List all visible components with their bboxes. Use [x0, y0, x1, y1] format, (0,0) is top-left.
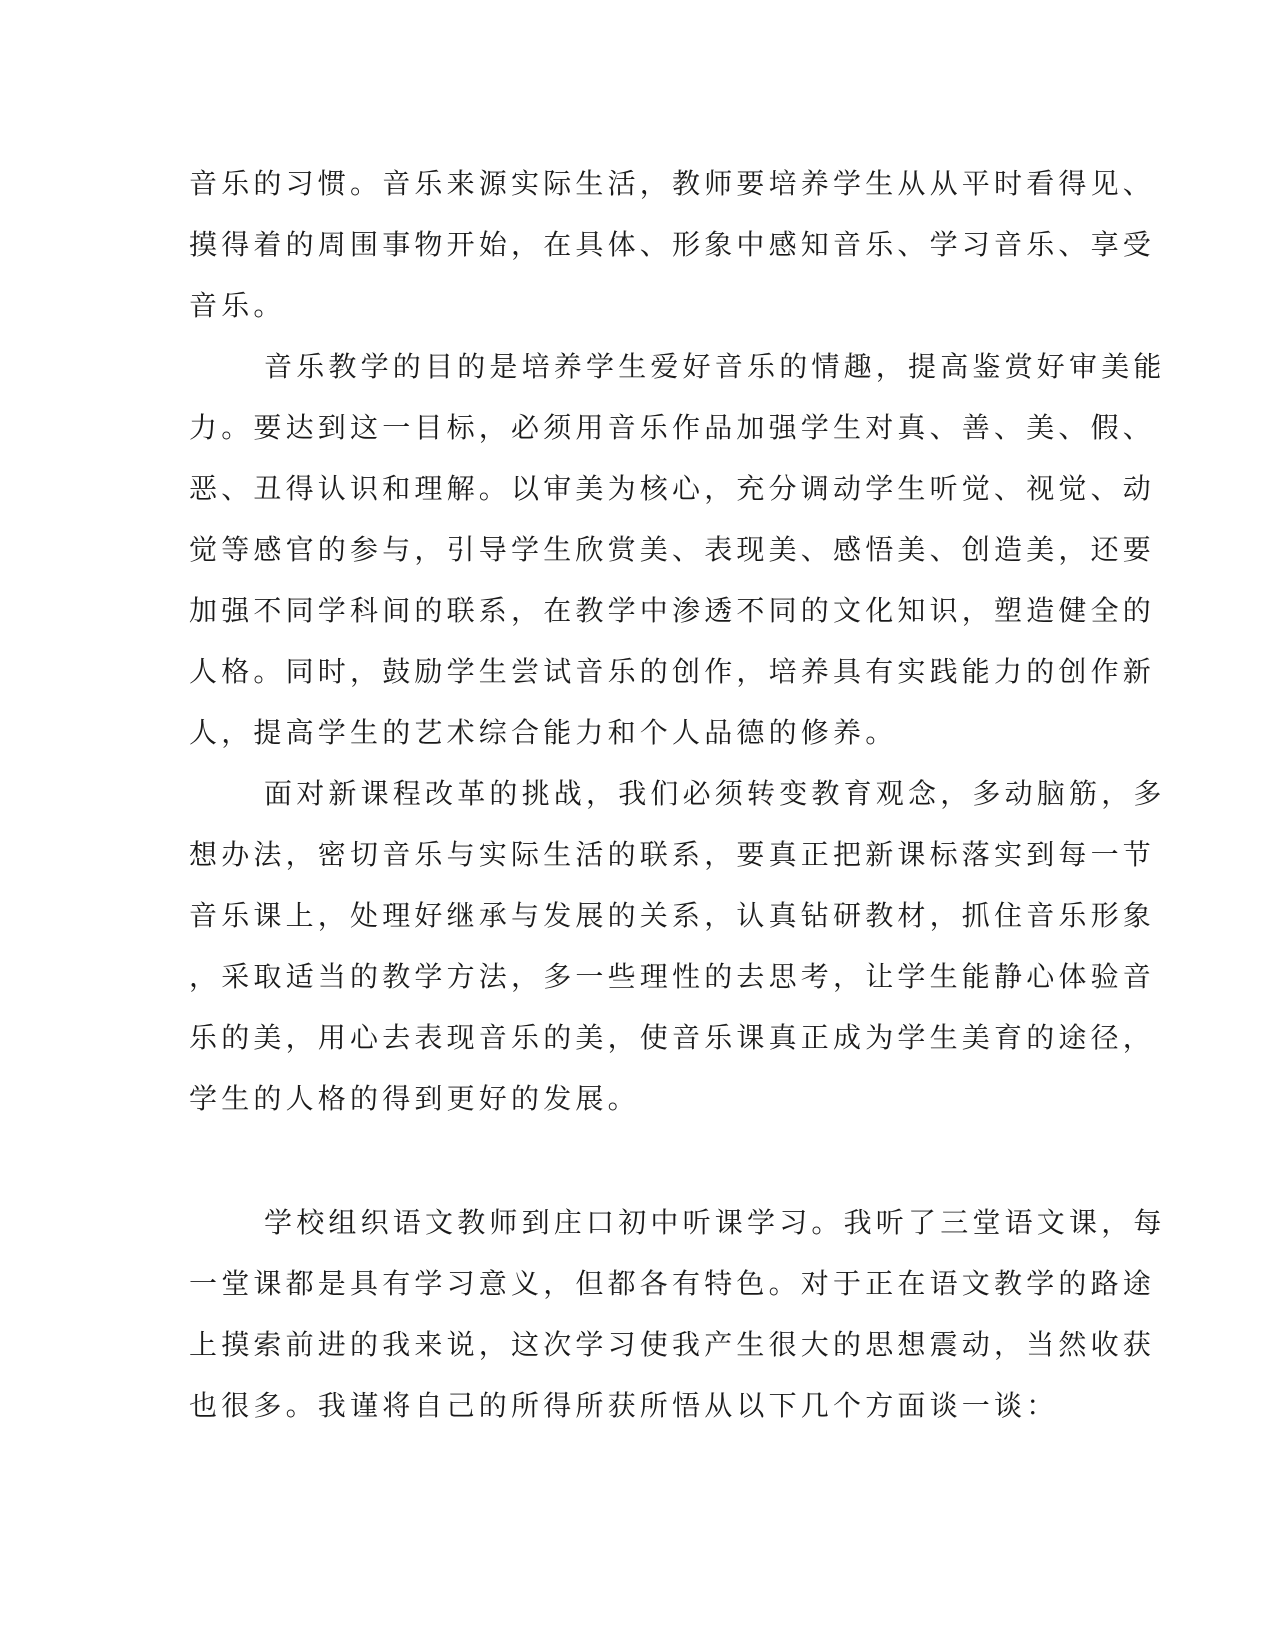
text-line: 音乐课上，处理好继承与发展的关系，认真钻研教材，抓住音乐形象 — [189, 899, 1156, 932]
text-line: 人格。同时，鼓励学生尝试音乐的创作，培养具有实践能力的创作新 — [189, 655, 1156, 688]
text-line: 学校组织语文教师到庄口初中听课学习。我听了三堂语文课，每 — [264, 1206, 1166, 1239]
text-line: ，采取适当的教学方法，多一些理性的去思考，让学生能静心体验音 — [189, 960, 1156, 993]
text-line: 也很多。我谨将自己的所得所获所悟从以下几个方面谈一谈： — [189, 1389, 1059, 1422]
text-line: 一堂课都是具有学习意义，但都各有特色。对于正在语文教学的路途 — [189, 1267, 1156, 1300]
text-line: 面对新课程改革的挑战，我们必须转变教育观念，多动脑筋，多 — [264, 777, 1166, 810]
text-line: 想办法，密切音乐与实际生活的联系，要真正把新课标落实到每一节 — [189, 838, 1156, 871]
text-line: 上摸索前进的我来说，这次学习使我产生很大的思想震动，当然收获 — [189, 1328, 1156, 1361]
text-line: 摸得着的周围事物开始，在具体、形象中感知音乐、学习音乐、享受 — [189, 228, 1156, 261]
text-line: 人，提高学生的艺术综合能力和个人品德的修养。 — [189, 716, 898, 749]
text-line: 加强不同学科间的联系，在教学中渗透不同的文化知识，塑造健全的 — [189, 594, 1156, 627]
paragraph-3 — [189, 763, 1166, 1129]
text-line: 力。要达到这一目标，必须用音乐作品加强学生对真、善、美、假、 — [189, 411, 1156, 444]
text-line: 觉等感官的参与，引导学生欣赏美、表现美、感悟美、创造美，还要 — [189, 533, 1156, 566]
text-line: 乐的美，用心去表现音乐的美，使音乐课真正成为学生美育的途径， — [189, 1021, 1156, 1054]
paragraph-2 — [189, 336, 1166, 763]
text-line: 音乐的习惯。音乐来源实际生活，教师要培养学生从从平时看得见、 — [189, 167, 1156, 200]
paragraph-4 — [189, 1192, 1166, 1436]
paragraph-1 — [189, 153, 1156, 336]
paragraph-gap — [189, 1129, 1079, 1192]
text-line: 音乐教学的目的是培养学生爱好音乐的情趣，提高鉴赏好审美能 — [264, 350, 1166, 383]
document-body — [189, 153, 1166, 1436]
text-line: 学生的人格的得到更好的发展。 — [189, 1082, 640, 1115]
text-line: 音乐。 — [189, 289, 286, 322]
text-line: 恶、丑得认识和理解。以审美为核心，充分调动学生听觉、视觉、动 — [189, 472, 1156, 505]
